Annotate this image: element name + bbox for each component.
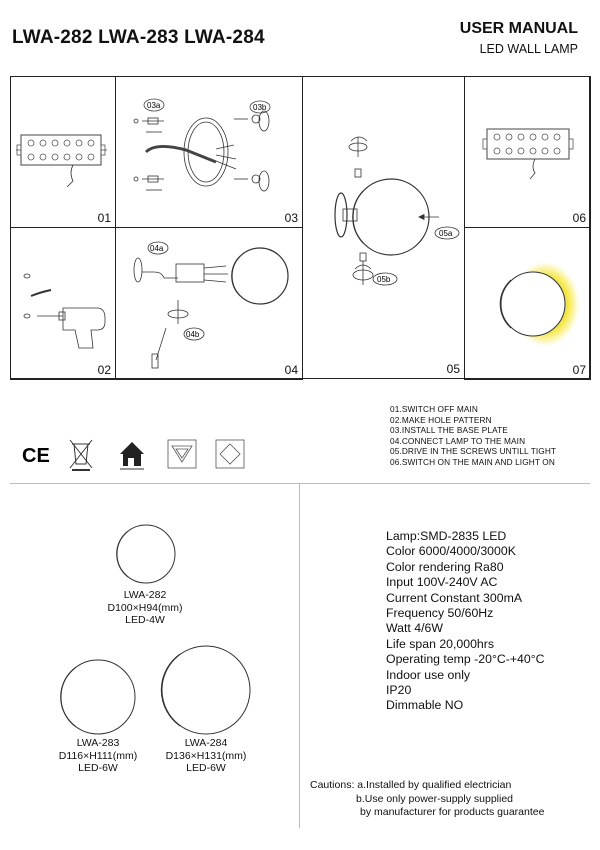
- lwa-283-drawing: [61, 660, 135, 734]
- ce-mark-icon: CE: [22, 445, 50, 467]
- spec-item: Current Constant 300mA: [386, 590, 523, 605]
- weee-bin-icon: [70, 440, 92, 470]
- model-dims: D136×H131(mm): [165, 749, 247, 762]
- terminal-block-illustration: [11, 77, 115, 227]
- lamp-mount-illustration: [303, 77, 464, 377]
- spec-item: Color rendering Ra80: [386, 559, 504, 574]
- callout-04b: 04b: [186, 330, 200, 339]
- instruction-list: [390, 404, 556, 468]
- lwa-282-drawing: [117, 525, 175, 583]
- step-number-04: 04: [284, 363, 298, 377]
- model-label-lwa-283: [48, 737, 148, 775]
- instruction-item: 02.MAKE HOLE PATTERN: [390, 414, 492, 425]
- step-cell-03: [115, 76, 303, 228]
- caution-line: b.Use only power-supply supplied: [356, 792, 514, 805]
- instruction-item: 05.DRIVE IN THE SCREWS UNTILL TIGHT: [390, 446, 557, 457]
- spec-list: [386, 529, 545, 714]
- installation-steps-grid: [10, 76, 590, 379]
- spec-item: Dimmable NO: [386, 698, 464, 713]
- step-cell-07: [464, 227, 591, 380]
- callout-03b: 03b: [253, 103, 267, 112]
- instruction-item: 03.INSTALL THE BASE PLATE: [390, 425, 508, 436]
- step-number-07: 07: [572, 363, 586, 377]
- step-cell-04: [115, 227, 303, 380]
- lit-lamp-illustration: [465, 228, 590, 378]
- model-name: LWA-283: [76, 737, 120, 749]
- class-ii-triangle-icon: [168, 440, 196, 468]
- terminal-block-illustration: [465, 77, 590, 227]
- section-divider: [10, 483, 590, 484]
- caution-line: by manufacturer for products guarantee: [360, 806, 545, 819]
- instruction-item: 04.CONNECT LAMP TO THE MAIN: [390, 435, 526, 446]
- spec-item: Life span 20,000hrs: [386, 636, 495, 651]
- indoor-house-icon: [120, 442, 144, 469]
- step-number-01: 01: [97, 211, 111, 225]
- step-number-05: 05: [446, 362, 460, 376]
- diamond-icon: [216, 440, 244, 468]
- model-name: LWA-284: [184, 737, 228, 749]
- step-number-03: 03: [284, 211, 298, 225]
- spec-item: IP20: [386, 683, 412, 698]
- base-plate-illustration: [116, 77, 302, 227]
- spec-item: Indoor use only: [386, 667, 471, 682]
- certification-icons: [20, 434, 250, 474]
- model-power: LED-4W: [125, 614, 165, 626]
- step-cell-05: [302, 76, 465, 379]
- spec-item: Input 100V-240V AC: [386, 575, 498, 590]
- model-label-lwa-282: [100, 589, 190, 627]
- spec-item: Lamp:SMD-2835 LED: [386, 529, 507, 543]
- step-number-02: 02: [97, 363, 111, 377]
- cautions-block: [310, 779, 544, 820]
- instruction-item: 01.SWITCH OFF MAIN: [390, 404, 478, 414]
- step-number-06: 06: [572, 211, 586, 225]
- model-dims: D100×H94(mm): [107, 601, 183, 614]
- model-dims: D116×H111(mm): [58, 749, 138, 762]
- caution-line: Cautions: a.Installed by qualified electrician: [310, 779, 512, 791]
- spec-item: Frequency 50/60Hz: [386, 606, 494, 621]
- manual-subtitle: LED WALL LAMP: [479, 42, 578, 56]
- drill-illustration: [11, 228, 115, 378]
- model-name: LWA-282: [123, 589, 167, 601]
- spec-item: Color 6000/4000/3000K: [386, 544, 516, 559]
- callout-03a: 03a: [147, 101, 161, 110]
- model-power: LED-6W: [78, 762, 118, 774]
- step-cell-06: [464, 76, 591, 228]
- step-cell-01: [10, 76, 116, 228]
- model-power: LED-6W: [186, 762, 226, 774]
- callout-05a: 05a: [439, 229, 453, 238]
- spec-item: Operating temp -20°C-+40°C: [386, 652, 545, 667]
- callout-04a: 04a: [150, 244, 164, 253]
- models-title: LWA-282 LWA-283 LWA-284: [12, 27, 265, 48]
- lwa-284-drawing: [161, 646, 250, 734]
- model-label-lwa-284: [156, 737, 256, 775]
- spec-item: Watt 4/6W: [386, 621, 443, 636]
- instruction-item: 06.SWITCH ON THE MAIN AND LIGHT ON: [390, 456, 555, 467]
- wiring-illustration: [116, 228, 302, 378]
- manual-title: USER MANUAL: [459, 20, 578, 37]
- callout-05b: 05b: [377, 275, 391, 284]
- step-cell-02: [10, 227, 116, 380]
